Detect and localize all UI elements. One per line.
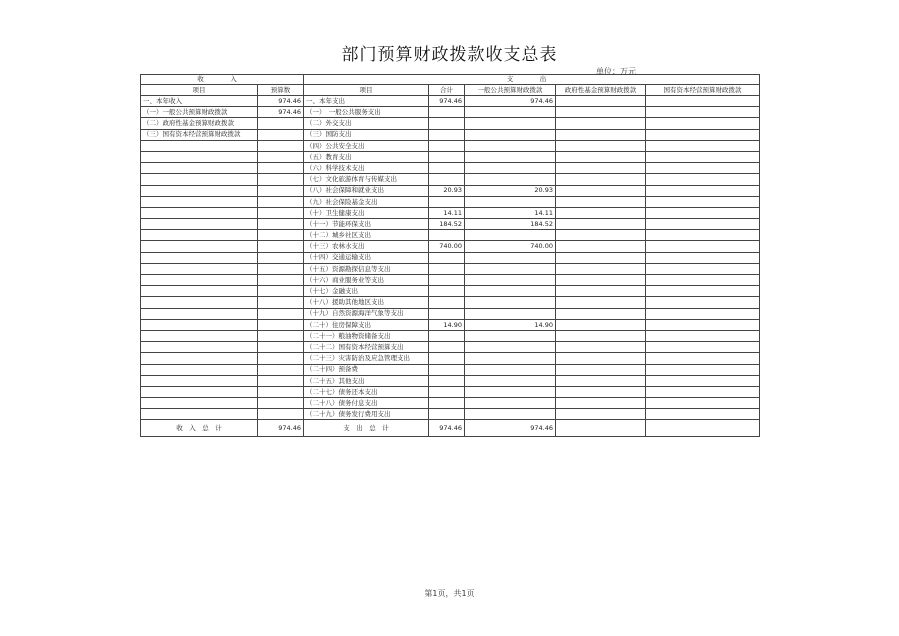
expense-total-cell	[429, 275, 465, 286]
table-row	[141, 386, 760, 397]
expense-total-cell	[429, 308, 465, 319]
expense-item-cell: （十三）农林水支出	[304, 241, 429, 252]
table-row	[141, 275, 760, 286]
table-row	[141, 196, 760, 207]
expense-total-cell	[429, 174, 465, 185]
income-budget-cell	[258, 297, 304, 308]
table-row	[141, 219, 760, 230]
expense-item-cell: （二十五）其他支出	[304, 375, 429, 386]
page-title: 部门预算财政拨款收支总表	[341, 45, 558, 65]
expense-total-cell	[429, 118, 465, 129]
expense-item-cell: （十二）城乡社区支出	[304, 230, 429, 241]
general-budget-cell	[465, 297, 556, 308]
page-footer: 第1页，共1页	[424, 589, 475, 598]
income-item-cell: （二）政府性基金预算财政拨款	[141, 118, 258, 129]
totals-row	[141, 420, 760, 437]
table-row	[141, 118, 760, 129]
income-budget-cell: 974.46	[258, 96, 304, 107]
expense-total-cell	[429, 140, 465, 151]
income-item-cell	[141, 163, 258, 174]
income-item-cell	[141, 275, 258, 286]
state-capital-cell	[646, 297, 760, 308]
gov-fund-cell	[556, 263, 646, 274]
income-budget-cell	[258, 129, 304, 140]
expense-item-cell: （一） 一般公共服务支出	[304, 107, 429, 118]
income-budget-cell	[258, 207, 304, 218]
unit-label: 单位：万元	[596, 67, 636, 76]
income-item-cell	[141, 196, 258, 207]
income-item-cell	[141, 386, 258, 397]
state-capital-cell	[646, 353, 760, 364]
income-item-cell	[141, 263, 258, 274]
expense-item-cell: （十七）金融支出	[304, 286, 429, 297]
expense-item-cell: （七）文化旅游体育与传媒支出	[304, 174, 429, 185]
state-capital-cell	[646, 398, 760, 409]
expense-item-cell: （二十七）债务还本支出	[304, 386, 429, 397]
gov-fund-cell	[556, 118, 646, 129]
gov-fund-cell	[556, 185, 646, 196]
general-budget-cell	[465, 386, 556, 397]
state-capital-cell	[646, 308, 760, 319]
table-row	[141, 129, 760, 140]
income-budget-cell	[258, 140, 304, 151]
general-budget-cell	[465, 353, 556, 364]
table-row	[141, 185, 760, 196]
expense-total-cell	[429, 342, 465, 353]
expense-gov-fund-total	[556, 420, 646, 437]
state-capital-cell	[646, 207, 760, 218]
general-budget-cell	[465, 252, 556, 263]
general-budget-cell	[465, 275, 556, 286]
state-capital-cell	[646, 96, 760, 107]
table-row	[141, 353, 760, 364]
table-row	[141, 230, 760, 241]
expense-item-cell: （二十二）国有资本经营预算支出	[304, 342, 429, 353]
gov-fund-cell	[556, 196, 646, 207]
expense-total-cell: 184.52	[429, 219, 465, 230]
header-general-budget: 一般公共预算财政拨款	[465, 85, 556, 96]
income-item-cell	[141, 330, 258, 341]
gov-fund-cell	[556, 286, 646, 297]
general-budget-cell	[465, 163, 556, 174]
income-budget-cell	[258, 398, 304, 409]
state-capital-cell	[646, 241, 760, 252]
gov-fund-cell	[556, 386, 646, 397]
general-budget-cell: 20.93	[465, 185, 556, 196]
income-item-cell: （一）一般公共预算财政拨款	[141, 107, 258, 118]
income-item-cell	[141, 297, 258, 308]
table-row	[141, 330, 760, 341]
gov-fund-cell	[556, 375, 646, 386]
expense-total-cell	[429, 386, 465, 397]
expense-total-cell: 740.00	[429, 241, 465, 252]
expense-total-cell: 14.11	[429, 207, 465, 218]
table-row	[141, 140, 760, 151]
expense-item-cell: （十）卫生健康支出	[304, 207, 429, 218]
gov-fund-cell	[556, 409, 646, 420]
general-budget-cell	[465, 409, 556, 420]
income-budget-cell	[258, 308, 304, 319]
table-row	[141, 151, 760, 162]
income-item-cell: 一、本年收入	[141, 96, 258, 107]
state-capital-cell	[646, 151, 760, 162]
expense-section-label: 支 出	[304, 75, 760, 85]
expense-total-cell	[429, 129, 465, 140]
general-budget-cell	[465, 263, 556, 274]
general-budget-cell	[465, 375, 556, 386]
state-capital-cell	[646, 174, 760, 185]
expense-total-cell: 14.90	[429, 319, 465, 330]
expense-item-cell: 一、本年支出	[304, 96, 429, 107]
income-budget-cell	[258, 252, 304, 263]
state-capital-cell	[646, 364, 760, 375]
table-row	[141, 342, 760, 353]
table-row	[141, 319, 760, 330]
expense-total-cell: 20.93	[429, 185, 465, 196]
table-row	[141, 207, 760, 218]
income-budget-cell	[258, 409, 304, 420]
expense-total-cell	[429, 353, 465, 364]
gov-fund-cell	[556, 207, 646, 218]
income-budget-cell	[258, 241, 304, 252]
expense-item-cell: （四）公共安全支出	[304, 140, 429, 151]
expense-item-cell: （二）外交支出	[304, 118, 429, 129]
income-budget-cell	[258, 185, 304, 196]
income-item-cell	[141, 252, 258, 263]
income-item-cell	[141, 308, 258, 319]
state-capital-cell	[646, 196, 760, 207]
gov-fund-cell	[556, 252, 646, 263]
state-capital-cell	[646, 163, 760, 174]
income-budget-cell	[258, 174, 304, 185]
expense-total-cell	[429, 375, 465, 386]
state-capital-cell	[646, 342, 760, 353]
header-income-item: 项目	[141, 85, 258, 96]
gov-fund-cell	[556, 151, 646, 162]
gov-fund-cell	[556, 107, 646, 118]
general-budget-cell	[465, 230, 556, 241]
section-header-row	[141, 75, 760, 85]
gov-fund-cell	[556, 129, 646, 140]
table-row	[141, 297, 760, 308]
table-row	[141, 375, 760, 386]
gov-fund-cell	[556, 330, 646, 341]
general-budget-cell	[465, 118, 556, 129]
gov-fund-cell	[556, 398, 646, 409]
column-header-row	[141, 85, 760, 96]
income-item-cell	[141, 140, 258, 151]
income-budget-cell	[258, 230, 304, 241]
state-capital-cell	[646, 129, 760, 140]
income-item-cell	[141, 286, 258, 297]
state-capital-cell	[646, 386, 760, 397]
income-section-label: 收 入	[141, 75, 304, 85]
general-budget-cell	[465, 398, 556, 409]
income-budget-cell	[258, 342, 304, 353]
expense-total-cell	[429, 286, 465, 297]
income-item-cell	[141, 375, 258, 386]
expense-item-cell: （十一）节能环保支出	[304, 219, 429, 230]
gov-fund-cell	[556, 219, 646, 230]
header-income-budget: 预算数	[258, 85, 304, 96]
expense-general-total: 974.46	[465, 420, 556, 437]
table-row	[141, 107, 760, 118]
income-item-cell: （三）国有资本经营预算财政拨款	[141, 129, 258, 140]
expense-total-cell	[429, 297, 465, 308]
income-item-cell	[141, 364, 258, 375]
gov-fund-cell	[556, 319, 646, 330]
expense-total-cell	[429, 230, 465, 241]
gov-fund-cell	[556, 353, 646, 364]
table-row	[141, 174, 760, 185]
table-row	[141, 263, 760, 274]
table-row	[141, 163, 760, 174]
general-budget-cell	[465, 140, 556, 151]
income-total-value: 974.46	[258, 420, 304, 437]
state-capital-cell	[646, 107, 760, 118]
state-capital-cell	[646, 185, 760, 196]
income-item-cell	[141, 219, 258, 230]
expense-total-cell: 974.46	[429, 96, 465, 107]
income-item-cell	[141, 241, 258, 252]
expense-item-cell: （二十一）粮油物资储备支出	[304, 330, 429, 341]
expense-item-cell: （三）国防支出	[304, 129, 429, 140]
expense-total-cell	[429, 409, 465, 420]
income-item-cell	[141, 398, 258, 409]
table-row	[141, 286, 760, 297]
expense-total-cell	[429, 163, 465, 174]
general-budget-cell	[465, 364, 556, 375]
state-capital-cell	[646, 409, 760, 420]
expense-item-cell: （十四）交通运输支出	[304, 252, 429, 263]
expense-total-cell	[429, 107, 465, 118]
expense-item-cell: （二十四）预备费	[304, 364, 429, 375]
expense-item-cell: （十六）商业服务业等支出	[304, 275, 429, 286]
income-budget-cell	[258, 330, 304, 341]
table-row	[141, 364, 760, 375]
table-row	[141, 241, 760, 252]
general-budget-cell	[465, 330, 556, 341]
state-capital-cell	[646, 219, 760, 230]
gov-fund-cell	[556, 163, 646, 174]
income-budget-cell	[258, 275, 304, 286]
general-budget-cell	[465, 174, 556, 185]
expense-item-cell: （五）教育支出	[304, 151, 429, 162]
expense-total-cell	[429, 252, 465, 263]
income-budget-cell: 974.46	[258, 107, 304, 118]
expense-state-capital-total	[646, 420, 760, 437]
expense-total-value: 974.46	[429, 420, 465, 437]
state-capital-cell	[646, 275, 760, 286]
state-capital-cell	[646, 252, 760, 263]
income-item-cell	[141, 353, 258, 364]
header-expense-total: 合计	[429, 85, 465, 96]
gov-fund-cell	[556, 140, 646, 151]
gov-fund-cell	[556, 364, 646, 375]
expense-item-cell: （六）科学技术支出	[304, 163, 429, 174]
income-budget-cell	[258, 375, 304, 386]
expense-item-cell: （十九）自然资源海洋气象等支出	[304, 308, 429, 319]
gov-fund-cell	[556, 342, 646, 353]
table-row	[141, 308, 760, 319]
income-total-label: 收 入 总 计	[141, 420, 258, 437]
general-budget-cell: 14.90	[465, 319, 556, 330]
gov-fund-cell	[556, 275, 646, 286]
expense-total-cell	[429, 330, 465, 341]
expense-item-cell: （十八）援助其他地区支出	[304, 297, 429, 308]
gov-fund-cell	[556, 174, 646, 185]
gov-fund-cell	[556, 297, 646, 308]
expense-item-cell: （二十）住房保障支出	[304, 319, 429, 330]
state-capital-cell	[646, 375, 760, 386]
expense-item-cell: （二十三）灾害防治及应急管理支出	[304, 353, 429, 364]
expense-total-cell	[429, 364, 465, 375]
income-budget-cell	[258, 219, 304, 230]
gov-fund-cell	[556, 308, 646, 319]
expense-total-cell	[429, 398, 465, 409]
table-row	[141, 96, 760, 107]
state-capital-cell	[646, 286, 760, 297]
general-budget-cell: 740.00	[465, 241, 556, 252]
expense-total-cell	[429, 196, 465, 207]
general-budget-cell	[465, 286, 556, 297]
expense-item-cell: （二十九）债务发行费用支出	[304, 409, 429, 420]
income-item-cell	[141, 319, 258, 330]
income-budget-cell	[258, 118, 304, 129]
table-row	[141, 252, 760, 263]
expense-total-label: 支 出 总 计	[304, 420, 429, 437]
general-budget-cell	[465, 196, 556, 207]
general-budget-cell: 184.52	[465, 219, 556, 230]
expense-item-cell: （九）社会保险基金支出	[304, 196, 429, 207]
state-capital-cell	[646, 140, 760, 151]
income-item-cell	[141, 230, 258, 241]
income-item-cell	[141, 151, 258, 162]
gov-fund-cell	[556, 96, 646, 107]
header-gov-fund: 政府性基金预算财政拨款	[556, 85, 646, 96]
gov-fund-cell	[556, 241, 646, 252]
income-budget-cell	[258, 151, 304, 162]
expense-item-cell: （八）社会保障和就业支出	[304, 185, 429, 196]
general-budget-cell: 974.46	[465, 96, 556, 107]
state-capital-cell	[646, 330, 760, 341]
income-budget-cell	[258, 319, 304, 330]
general-budget-cell	[465, 107, 556, 118]
income-item-cell	[141, 174, 258, 185]
table-row	[141, 409, 760, 420]
income-budget-cell	[258, 353, 304, 364]
general-budget-cell: 14.11	[465, 207, 556, 218]
income-item-cell	[141, 185, 258, 196]
expense-total-cell	[429, 151, 465, 162]
state-capital-cell	[646, 230, 760, 241]
gov-fund-cell	[556, 230, 646, 241]
state-capital-cell	[646, 319, 760, 330]
general-budget-cell	[465, 151, 556, 162]
state-capital-cell	[646, 263, 760, 274]
general-budget-cell	[465, 342, 556, 353]
general-budget-cell	[465, 308, 556, 319]
expense-item-cell: （十五）资源勘探信息等支出	[304, 263, 429, 274]
header-expense-item: 项目	[304, 85, 429, 96]
income-item-cell	[141, 409, 258, 420]
expense-item-cell: （二十八）债务付息支出	[304, 398, 429, 409]
income-budget-cell	[258, 263, 304, 274]
income-item-cell	[141, 207, 258, 218]
table-row	[141, 398, 760, 409]
income-budget-cell	[258, 163, 304, 174]
general-budget-cell	[465, 129, 556, 140]
income-budget-cell	[258, 386, 304, 397]
income-budget-cell	[258, 286, 304, 297]
expense-total-cell	[429, 263, 465, 274]
income-budget-cell	[258, 364, 304, 375]
income-budget-cell	[258, 196, 304, 207]
state-capital-cell	[646, 118, 760, 129]
header-state-capital: 国有资本经营预算财政拨款	[646, 85, 760, 96]
budget-table	[140, 74, 760, 437]
income-item-cell	[141, 342, 258, 353]
